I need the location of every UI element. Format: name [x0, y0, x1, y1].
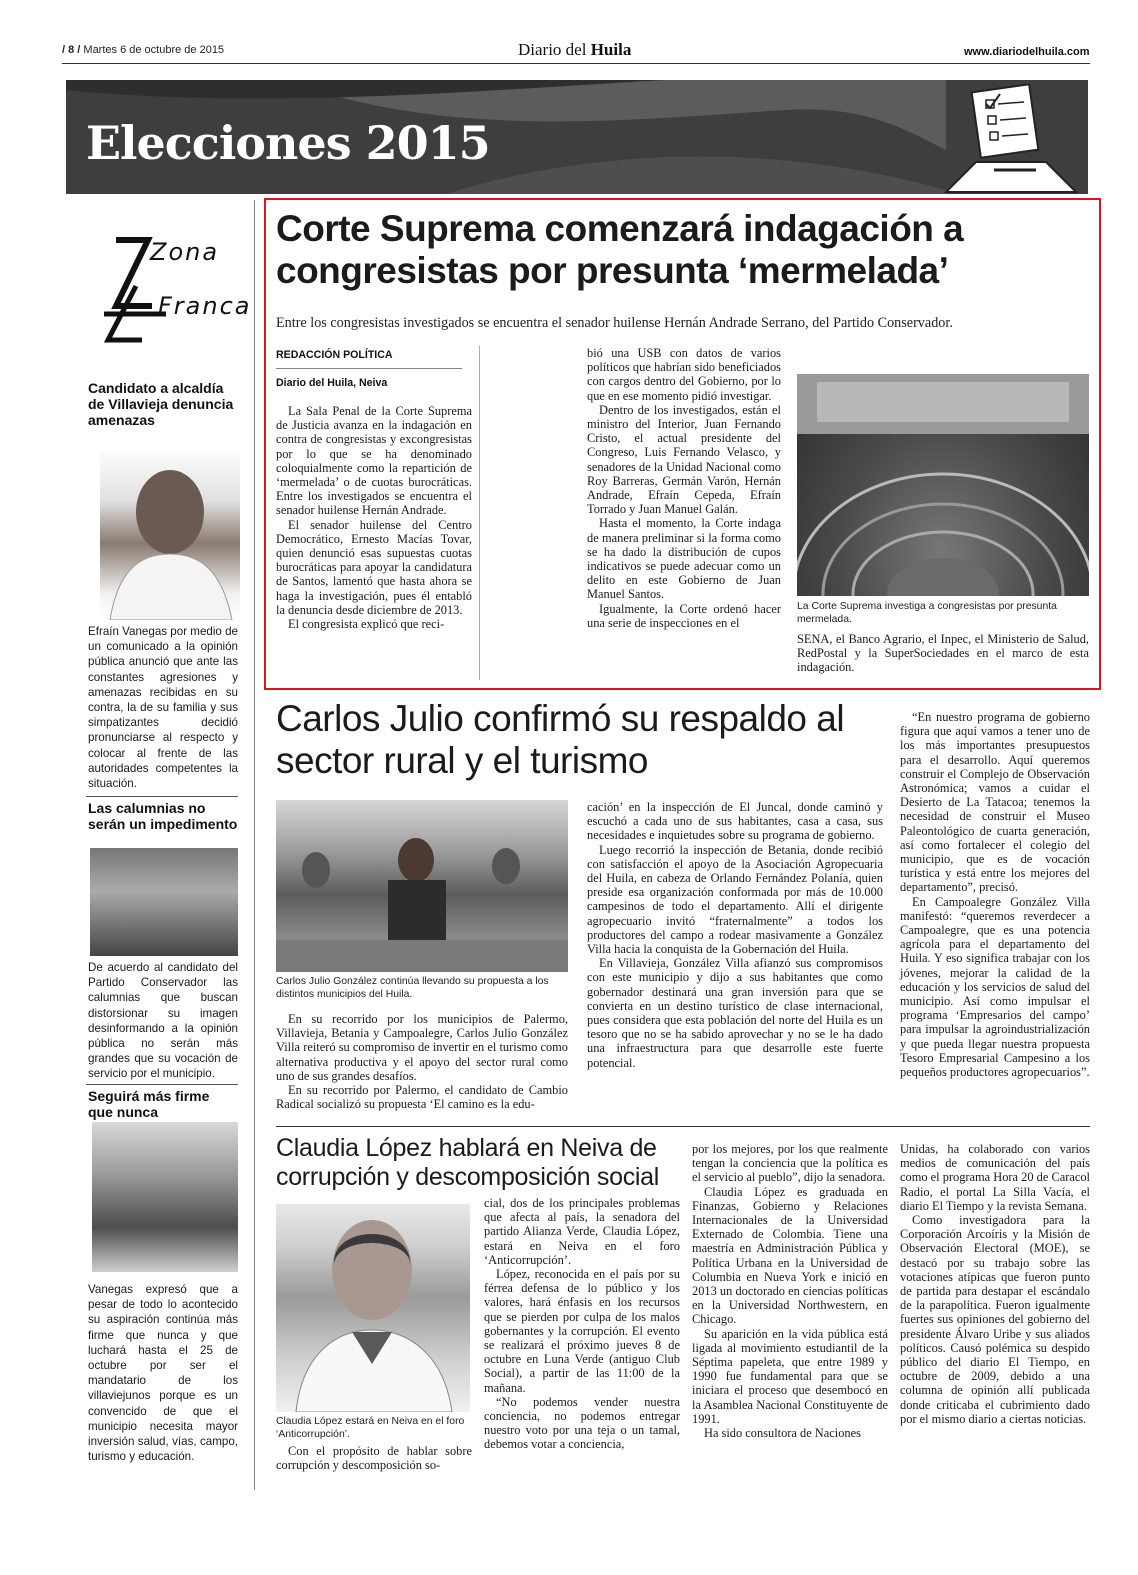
- article2-photo-caption: Carlos Julio González continúa llevando su propuesta a los distintos municipios del Huila.: [276, 976, 549, 1000]
- paragraph: Claudia López es graduada en Finanzas, Gobierno y Relaciones Internacionales de la Universidad Externado de Colombia. Tiene una maestría en Administración Pública y Política Urbana en la Universidad de Columbia en Nueva York e inició en 2013 un doctorado en ciencias políticas en la Universidad Northwestern, en Chicago.: [692, 1184, 888, 1327]
- article-divider: [276, 1126, 1090, 1127]
- page-date: Martes 6 de octubre de 2015: [83, 44, 225, 56]
- article3-col4: [900, 1142, 1090, 1426]
- banner-title: Elecciones 2015: [86, 116, 490, 170]
- claudia-lopez-photo: [276, 1204, 470, 1412]
- paragraph: cación’ en la inspección de El Juncal, donde caminó y escuchó a cada uno de sus habitantes, casa a casa, sus necesidades e inquietudes sobre su programa de gobierno.: [587, 800, 883, 843]
- paragraph: Con el propósito de hablar sobre corrupción y descomposición so-: [276, 1444, 472, 1473]
- congress-chamber-photo: [797, 374, 1089, 596]
- article2-headline: Carlos Julio confirmó su respaldo al sector rural y el turismo: [276, 698, 845, 781]
- paragraph: El senador huilense del Centro Democrático, Ernesto Macías Tovar, quien denunció esas supuestas cuotas burocráticas para apoyar la candidatura de Santos, lamentó que hasta ahora se haga la investigación, pues él entabló la denuncia desde diciembre de 2013.: [276, 517, 472, 617]
- article1-headline: Corte Suprema comenzará indagación a congresistas por presunta ‘mermelada’: [276, 208, 964, 291]
- paragraph: López, reconocida en el país por su férrea defensa de lo público y los valores, hará énfasis en los recursos que se pierden por culpa de los malos gobernantes y la corrupción. El evento se realizará el próximo jueves 8 de octubre en Luna Verde (antiguo Club Social), a partir de las 11:00 de la mañana.: [484, 1267, 680, 1395]
- article3-col2: [484, 1196, 680, 1452]
- sidebar-headline-3: Seguirá más firme que nunca: [88, 1088, 210, 1120]
- paragraph: Unidas, ha colaborado con varios medios de comunicación del país como el programa Hora 20 de Caracol Radio, el portal La Silla Vacía, el diario El Tiempo y la revista Semana.: [900, 1142, 1090, 1213]
- article1-photo-caption: La Corte Suprema investiga a congresistas por presunta mermelada.: [797, 601, 1057, 625]
- newspaper-name: Diario del Huila: [518, 40, 632, 59]
- article1-subhead: Entre los congresistas investigados se encuentra el senador huilense Hernán Andrade Serrano, del Partido Conservador.: [276, 315, 953, 331]
- crowd-photo: [90, 848, 238, 956]
- article3-col3: [692, 1142, 888, 1440]
- logo-zona-text: Zona: [150, 238, 220, 266]
- paragraph: Como investigadora para la Corporación Arcoíris y la Misión de Observación Electoral (MOE), se destacó por su trabajo sobre las votaciones atípicas que fueron punto de partida para destapar el escándalo de la parapolítica. Fueron igualmente fuertes sus opiniones del gobierno del presidente Álvaro Uribe y sus aliados políticos. Causó polémica su despido público del diario El Tiempo, en octubre de 2009, debido a una columna de opinión allí publicada donde criticaba el cubrimiento dado por el mismo diario a ciertas noticias.: [900, 1213, 1090, 1426]
- article2-col3: [900, 710, 1090, 1079]
- paragraph: En su recorrido por Palermo, el candidato de Cambio Radical socializó su propuesta ‘El camino es la edu-: [276, 1083, 568, 1112]
- paragraph: Dentro de los investigados, están el ministro del Interior, Juan Fernando Cristo, el actual presidente del Congreso, Luis Fernando Velasco, y senadores de la Unidad Nacional como Roy Barreras, Germán Varón, Hernán Andrade, Efraín Cepeda, Efraín Torrado y Juan Manuel Galán.: [587, 402, 781, 517]
- market-visit-graphic: [276, 800, 568, 972]
- sidebar-text-1: Efraín Vanegas por medio de un comunicado a la opinión pública anunció que ante las constantes agresiones y amenazas recibidas en su contra, la de su familia y sus simpatizantes decidió pronunciarse al respecto y colocar al frente de las autoridades competentes la situación.: [88, 625, 238, 791]
- paragraph: Su aparición en la vida pública está ligada al movimiento estudiantil de la Séptima papeleta, que entre 1989 y 1990 fue fundamental para que se iniciara el proceso que desembocó en la Asamblea Nacional Constituyente de 1991.: [692, 1326, 888, 1426]
- paragraph: En Campoalegre González Villa manifestó: “queremos reverdecer a Campoalegre, que es una potencia agrícola para el departamento del Huila. Y eso significa trabajar con los jóvenes, mejorar la calidad de la educación y los servicios de salud del municipio. Así como impulsar el programa ‘Empresarios del campo’ para impulsar la agroindustrialización y que pueda llegar nuestra propuesta Tesoro Empresarial Campesino a los pequeños productores agropecuarios”.: [900, 894, 1090, 1080]
- article3-photo-caption: Claudia López estará en Neiva en el foro ‘Anticorrupción’.: [276, 1416, 465, 1440]
- article1-section: REDACCIÓN POLÍTICA: [276, 349, 393, 361]
- paragraph: bió una USB con datos de varios políticos que habrían sido beneficiados con cargos dentro del Gobierno, por lo que en ese momento pidió investigar.: [587, 346, 781, 403]
- elections-banner: [66, 80, 1088, 194]
- paragraph: En Villavieja, González Villa afianzó sus compromisos con este municipio y dijo a sus habitantes que como gobernador destinará una gran inversión para que se convierta en un destino turístico de clase internacional, pues considera que esta población del norte del Huila es un tesoro que no se ha sabido aprovechar y no se le ha dado una infraestructura para que desarrolle este fuerte potencial.: [587, 956, 883, 1070]
- paragraph: “En nuestro programa de gobierno figura que aquí vamos a tener uno de los más importantes presupuestos para el desarrollo. Aquí queremos construir el Complejo de Observación Astronómica; vamos a cuidar el Desierto de La Tatacoa; tenemos la necesidad de construir el Museo Paleontológico de cuarta generación, así como fortalecer el colegio del municipio, que es de vocación turística y está entre los mejores del departamento”, precisó.: [900, 710, 1090, 895]
- portrait-silhouette: [100, 450, 240, 620]
- paragraph: Ha sido consultora de Naciones: [704, 1426, 861, 1441]
- article1-col3: [797, 632, 1089, 675]
- sidebar-divider-1: [86, 796, 238, 797]
- article2-col2: [587, 800, 883, 1070]
- article1-byline-rule: [276, 368, 462, 369]
- paragraph: por los mejores, por los que realmente tengan la conciencia que la política es el servicio al pueblo”, dijo la senadora.: [692, 1142, 888, 1185]
- paragraph: cial, dos de los principales problemas que afecta al país, la senadora del partido Alianza Verde, Claudia López, estará en Neiva en el foro ‘Anticorrupción’.: [484, 1196, 680, 1267]
- paragraph: La Sala Penal de la Corte Suprema de Justicia avanza en la indagación en contra de congresistas y excongresistas por lo que se ha denominado coloquialmente como la repartición de ‘mermelada’ o de cuotas burocráticas. Entre los investigados se encuentra el senador huilense Hernán Andrade.: [276, 404, 472, 518]
- paragraph: Igualmente, la Corte ordenó hacer una serie de inspecciones en el: [587, 601, 781, 630]
- article1-col1: [276, 404, 472, 631]
- candidate-portrait-photo: [100, 450, 240, 620]
- sidebar-headline-1: Candidato a alcaldía de Villavieja denuncia amenazas: [88, 380, 234, 428]
- header-divider: [62, 63, 1090, 64]
- market-visit-photo: [276, 800, 568, 972]
- page-number: / 8 /: [62, 44, 81, 56]
- claudia-lopez-portrait-graphic: [276, 1204, 470, 1412]
- paragraph: El congresista explicó que reci-: [288, 617, 445, 632]
- sidebar-divider-2: [86, 1084, 238, 1085]
- congress-chamber-graphic: [797, 374, 1089, 596]
- website[interactable]: www.diariodelhuila.com: [964, 46, 1090, 58]
- page-number-date: [62, 44, 224, 56]
- article1-col2: [587, 346, 781, 630]
- logo-franca-text: Franca: [158, 292, 252, 320]
- article1-byline: Diario del Huila, Neiva: [276, 377, 388, 389]
- speech-photo: [92, 1122, 238, 1272]
- sidebar-text-3: Vanegas expresó que a pesar de todo lo acontecido su aspiración continúa más firme que nunca y que luchará hasta el 25 de octubre por ser el mandatario de los villaviejunos porque es un convencido de que el municipio necesita mayor inversión salud, vías, campo, turismo y educación.: [88, 1283, 238, 1464]
- article2-col1: [276, 1012, 568, 1111]
- zona-franca-logo: [86, 228, 252, 358]
- sidebar-headline-2: Las calumnias no serán un impedimento: [88, 800, 238, 832]
- article3-col1: [276, 1444, 472, 1472]
- paragraph: En su recorrido por los municipios de Palermo, Villavieja, Betania y Campoalegre, Carlos Julio González Villa reiteró su compromiso de invertir en el turismo como alternativa productiva y el apoyo del sector rural como uno de sus grandes desafíos.: [276, 1012, 568, 1083]
- paragraph: Luego recorrió la inspección de Betania, donde recibió con satisfacción el apoyo de la Asociación Agropecuaria del Huila, en cabeza de Orlando Fernández Polanía, quien preside esa organización conformada por más de 10.000 campesinos de todo el departamento. Allí el dirigente agropecuario invitó “fraternalmente” a todos los productores del campo a rodear masivamente a González Villa hacia la conquista de la Gobernación del Huila.: [587, 842, 883, 957]
- sidebar-vertical-rule: [254, 200, 255, 1490]
- article3-headline: Claudia López hablará en Neiva de corrupción y descomposición social: [276, 1134, 660, 1191]
- ballot-box-icon: [936, 84, 1086, 194]
- article1-col-rule: [479, 346, 480, 680]
- sidebar-text-2: De acuerdo al candidato del Partido Conservador las calumnias que buscan distorsionar su imagen desinformando a la opinión pública no serán más grandes que su vocación de servicio por el municipio.: [88, 961, 238, 1081]
- paragraph: Hasta el momento, la Corte indaga de manera preliminar si la forma como se ha dado la distribución de cupos indicativos se puede adecuar como un delito en este Gobierno de Juan Manuel Santos.: [587, 516, 781, 602]
- paragraph: “No podemos vender nuestra conciencia, no podemos entregar nuestro voto por una teja o un tamal, debemos votar a conciencia,: [484, 1394, 680, 1452]
- paragraph: SENA, el Banco Agrario, el Inpec, el Ministerio de Salud, RedPostal y la SuperSociedades en el marco de esta indagación.: [797, 632, 1089, 675]
